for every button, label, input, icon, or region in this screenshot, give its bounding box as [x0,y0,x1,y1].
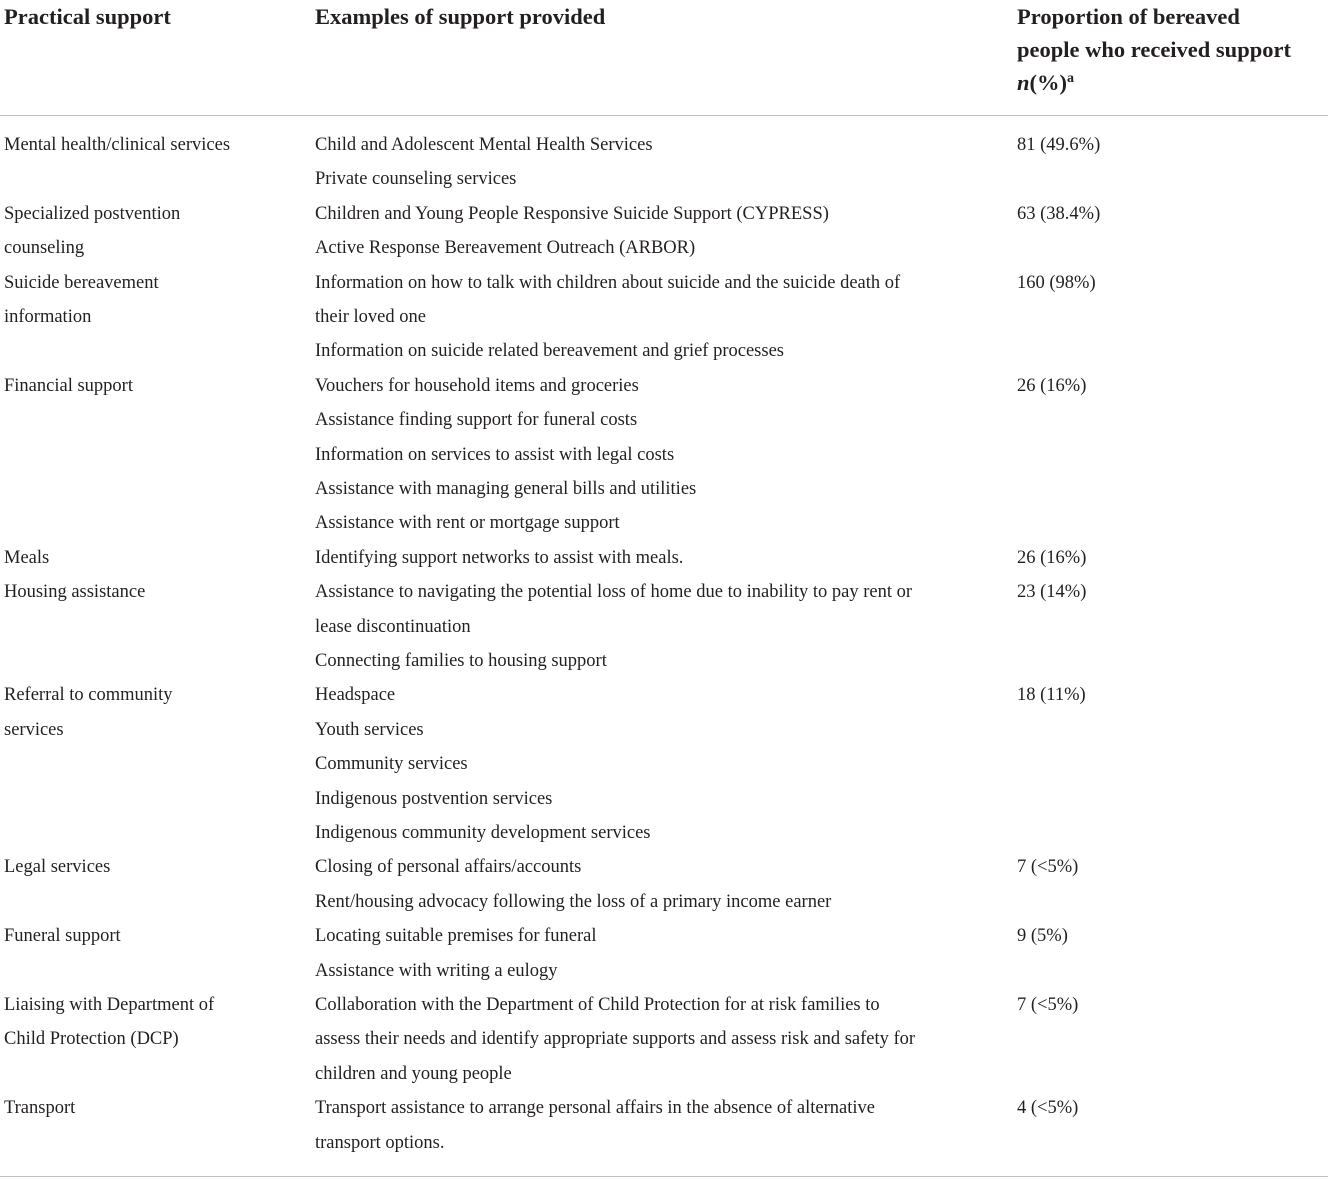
example-text: Assistance with managing general bills and utilities [315,479,697,499]
cell-proportion [1017,678,1317,712]
example-text: Information on how to talk with children about suicide and the suicide death of [315,272,901,293]
cell-examples [315,541,975,575]
table-row [0,266,1331,369]
example-text: Connecting families to housing support [315,650,607,671]
example-text: Rent/housing advocacy following the loss of a primary income earner [315,891,832,912]
cell-examples [315,850,975,919]
cell-proportion [1017,1091,1317,1125]
example-text: Active Response Bereavement Outreach (ARBOR) [315,238,696,259]
cell-proportion [1017,988,1317,1022]
practical-support-text: Housing assistance [4,582,146,603]
proportion-value: 7 (<5%) [1017,857,1079,878]
cell-practical-support [4,128,264,162]
example-text: Assistance to navigating the potential loss of home due to inability to pay rent or [315,582,913,603]
example-text: Information on suicide related bereavement and grief processes [315,341,784,362]
example-text: Children and Young People Responsive Suicide Support (CYPRESS) [315,203,829,224]
table-row [0,1091,1331,1160]
header-proportion [1017,0,1329,99]
cell-practical-support [4,575,264,609]
cell-examples [315,128,975,197]
example-text: transport options. [315,1132,445,1153]
proportion-value: 18 (11%) [1017,685,1086,706]
example-text: assess their needs and identify appropriate supports and assess risk and safety for [315,1029,916,1050]
cell-proportion [1017,850,1317,884]
cell-practical-support [4,850,264,884]
header-proportion-line3 [1017,66,1329,99]
example-text: Indigenous community development services [315,822,651,843]
cell-practical-support [4,1091,264,1125]
practical-support-text: Child Protection (DCP) [4,1029,179,1050]
proportion-value: 7 (<5%) [1017,994,1079,1015]
table-row [0,575,1331,678]
cell-proportion [1017,197,1317,231]
practical-support-text: Liaising with Department of [4,994,215,1015]
practical-support-text: Financial support [4,375,133,396]
example-text: Community services [315,754,468,775]
table-row [0,197,1331,266]
practical-support-text: Transport [4,1098,76,1119]
table-bottom-rule [0,1176,1328,1177]
table-row [0,988,1331,1091]
header-practical-support: Practical support [4,4,171,29]
practical-support-text: Suicide bereavement [4,272,159,293]
proportion-value: 23 (14%) [1017,582,1087,603]
example-text: Assistance finding support for funeral costs [315,410,638,431]
example-text: Indigenous postvention services [315,788,553,809]
example-text: Locating suitable premises for funeral [315,926,597,947]
header-divider [0,115,1328,116]
header-examples: Examples of support provided [315,4,606,29]
table-row [0,369,1331,541]
proportion-value: 26 (16%) [1017,547,1087,568]
cell-practical-support [4,988,264,1057]
cell-examples [315,919,975,988]
example-text: Assistance with rent or mortgage support [315,513,620,534]
practical-support-text: Legal services [4,857,111,878]
cell-examples [315,1091,975,1160]
example-text: Transport assistance to arrange personal affairs in the absence of alternative [315,1098,875,1119]
cell-examples [315,197,975,266]
practical-support-text: Mental health/clinical services [4,135,231,155]
header-n-symbol: n [1017,70,1030,95]
practical-support-text: Funeral support [4,926,121,947]
header-proportion-line1: Proportion of bereaved [1017,4,1240,29]
example-text: Identifying support networks to assist with meals. [315,547,684,568]
cell-examples [315,369,975,541]
example-text: Youth services [315,719,424,740]
cell-practical-support [4,919,264,953]
table-row [0,850,1331,919]
practical-support-text: Referral to community [4,685,173,706]
header-footnote-marker: a [1067,71,1075,86]
cell-proportion [1017,919,1317,953]
table-body [0,128,1331,1160]
cell-proportion [1017,541,1317,575]
cell-practical-support [4,541,264,575]
example-text: Assistance with writing a eulogy [315,960,558,981]
practical-support-text: Specialized postvention [4,203,181,224]
proportion-value: 81 (49.6%) [1017,135,1101,155]
header-proportion-line2: people who received support [1017,37,1291,62]
example-text: children and young people [315,1063,512,1084]
example-text: lease discontinuation [315,616,471,637]
table-row [0,678,1331,850]
example-text: Closing of personal affairs/accounts [315,857,582,878]
example-text: Private counseling services [315,169,517,190]
cell-practical-support [4,266,264,335]
table-row [0,128,1331,197]
cell-examples [315,678,975,850]
cell-examples [315,266,975,369]
practical-support-text: counseling [4,238,85,259]
example-text: their loved one [315,307,426,327]
proportion-value: 26 (16%) [1017,375,1087,396]
example-text: Child and Adolescent Mental Health Services [315,135,653,155]
cell-examples [315,575,975,678]
example-text: Information on services to assist with legal costs [315,444,675,465]
cell-examples [315,988,975,1091]
cell-proportion [1017,266,1317,300]
proportion-value: 4 (<5%) [1017,1098,1079,1119]
proportion-value: 160 (98%) [1017,272,1096,293]
practical-support-text: information [4,307,92,327]
table-row [0,541,1331,575]
practical-support-text: Meals [4,547,50,568]
cell-proportion [1017,369,1317,403]
header-percent-symbol: (%) [1029,70,1068,95]
example-text: Vouchers for household items and groceries [315,375,639,396]
cell-practical-support [4,197,264,266]
cell-proportion [1017,575,1317,609]
table-row [0,919,1331,988]
cell-practical-support [4,678,264,747]
proportion-value: 63 (38.4%) [1017,203,1101,224]
example-text: Headspace [315,685,396,706]
cell-practical-support [4,369,264,403]
cell-proportion [1017,128,1317,162]
proportion-value: 9 (5%) [1017,926,1068,947]
example-text: Collaboration with the Department of Child Protection for at risk families to [315,994,880,1015]
table-header [0,0,1331,115]
practical-support-text: services [4,719,64,740]
